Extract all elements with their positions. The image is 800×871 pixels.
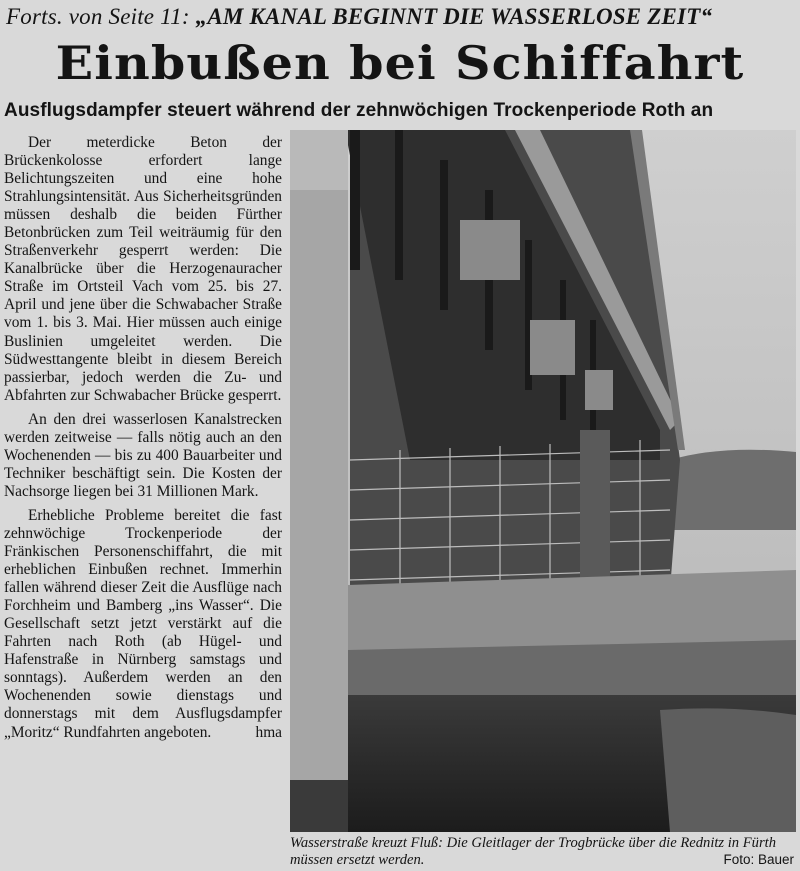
photo-caption: Wasserstraße kreuzt Fluß: Die Gleitlager der Trogbrücke über die Rednitz in Fürth müssen ersetzt werden. (290, 835, 776, 868)
photo-credit: Foto: Bauer (723, 852, 794, 867)
kicker-line (6, 4, 796, 30)
bridge-photo (290, 130, 796, 832)
article-column (4, 134, 282, 748)
kicker-prefix: Forts. von Seite 11: (6, 4, 190, 29)
article-paragraph-text: Erhebliche Probleme bereitet die fast zehnwöchige Trockenperiode der Fränkischen Personenschiffahrt, die mit erheblichen Einbußen rechnet. Immerhin fallen während dieser Zeit die Ausflüge nach Forchheim und Bamberg „ins Wasser“. Die Gesellschaft setzt jetzt verstärkt auf die Fahrten nach Roth (ab Hügel- und Hafenstraße in Nürnberg samstags und sonntags). Außerdem werden an den Wochenenden sowie dienstags und donnerstags mit dem Ausflugsdampfer „Moritz“ Rundfahrten angeboten. (4, 506, 282, 741)
article-paragraph: An den drei wasserlosen Kanalstrecken werden zeitweise — falls nötig auch an den Wochenenden — bis zu 400 Bauarbeiter und Techniker beschäftigt sein. Die Kosten der Nachsorge liegen bei 31 Millionen Mark. (4, 410, 282, 500)
kicker-quote: „AM KANAL BEGINNT DIE WASSERLOSE ZEIT“ (195, 4, 713, 29)
article-paragraph: Der meterdicke Beton der Brückenkolosse erfordert lange Belichtungszeiten und eine hohe Strahlungsintensität. Aus Sicherheitsgründen müssen deshalb die beiden Fürther Betonbrücken zum Teil weiträumig für den Straßenverkehr gesperrt werden: Die Kanalbrücke über die Herzogenauracher Straße im Ortsteil Vach vom 25. bis 27. April und jene über die Schwabacher Straße vom 1. bis 3. Mai. Hier müssen auch einige Buslinien umgeleitet werden. Die Südwesttangente bleibt in diesem Bereich passierbar, jedoch werden die Zu- und Abfahrten zur Schwabacher Brücke gesperrt. (4, 134, 282, 404)
author-initials: hma (255, 723, 282, 741)
headline: Einbußen bei Schiffahrt (55, 36, 745, 90)
article-paragraph (4, 507, 282, 742)
subheadline: Ausflugsdampfer steuert während der zehnwöchigen Trockenperiode Roth an (4, 100, 714, 121)
